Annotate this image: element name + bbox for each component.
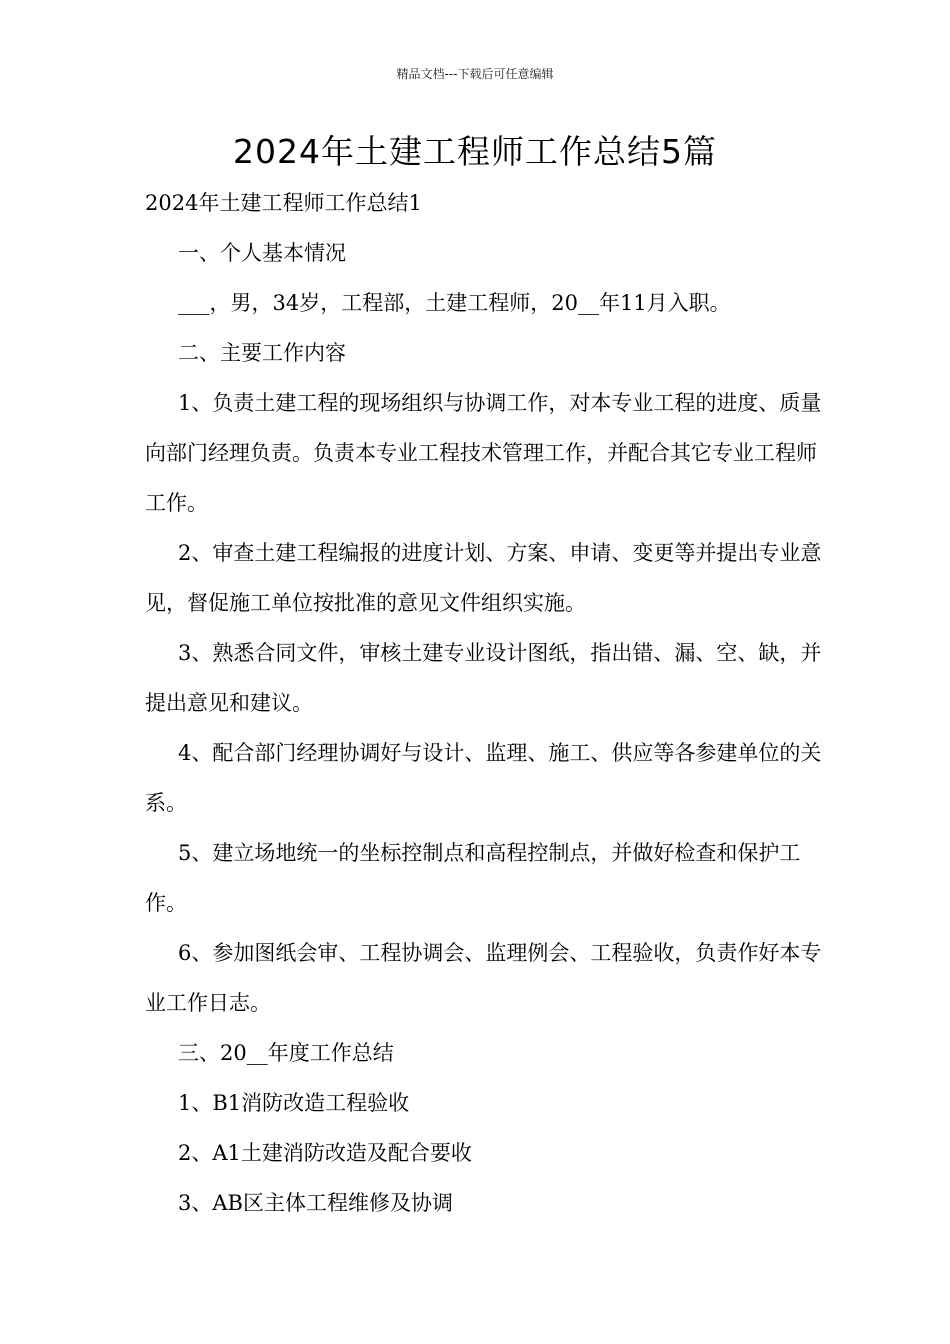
list-item-summary-3: 3、AB区主体工程维修及协调 [178,1191,453,1215]
document-body [145,178,825,1228]
section-subtitle: 2024年土建工程师工作总结1 [145,191,422,215]
list-item-summary-1: 1、B1消防改造工程验收 [178,1091,410,1115]
heading-annual-summary: 三、20__年度工作总结 [178,1041,394,1065]
paragraph-duty-6: 6、参加图纸会审、工程协调会、监理例会、工程验收，负责作好本专业工作日志。 [145,941,822,1015]
paragraph-personal-details: ___，男，34岁，工程部，土建工程师，20__年11月入职。 [178,291,731,315]
document-title: 2024年土建工程师工作总结5篇 [233,132,717,171]
heading-personal-info: 一、个人基本情况 [178,241,346,265]
paragraph-duty-5: 5、建立场地统一的坐标控制点和高程控制点，并做好检查和保护工作。 [145,841,801,915]
page-header-note: 精品文档---下载后可任意编辑 [396,67,554,81]
paragraph-duty-3: 3、熟悉合同文件，审核土建专业设计图纸，指出错、漏、空、缺，并提出意见和建议。 [145,641,822,715]
paragraph-duty-4: 4、配合部门经理协调好与设计、监理、施工、供应等各参建单位的关系。 [145,741,822,815]
paragraph-duty-2: 2、审查土建工程编报的进度计划、方案、申请、变更等并提出专业意见，督促施工单位按批准的意见文件组织实施。 [145,541,822,615]
paragraph-duty-1: 1、负责土建工程的现场组织与协调工作，对本专业工程的进度、质量向部门经理负责。负责本专业工程技术管理工作，并配合其它专业工程师工作。 [145,391,822,515]
list-item-summary-2: 2、A1土建消防改造及配合要收 [178,1141,472,1165]
heading-main-duties: 二、主要工作内容 [178,341,346,365]
